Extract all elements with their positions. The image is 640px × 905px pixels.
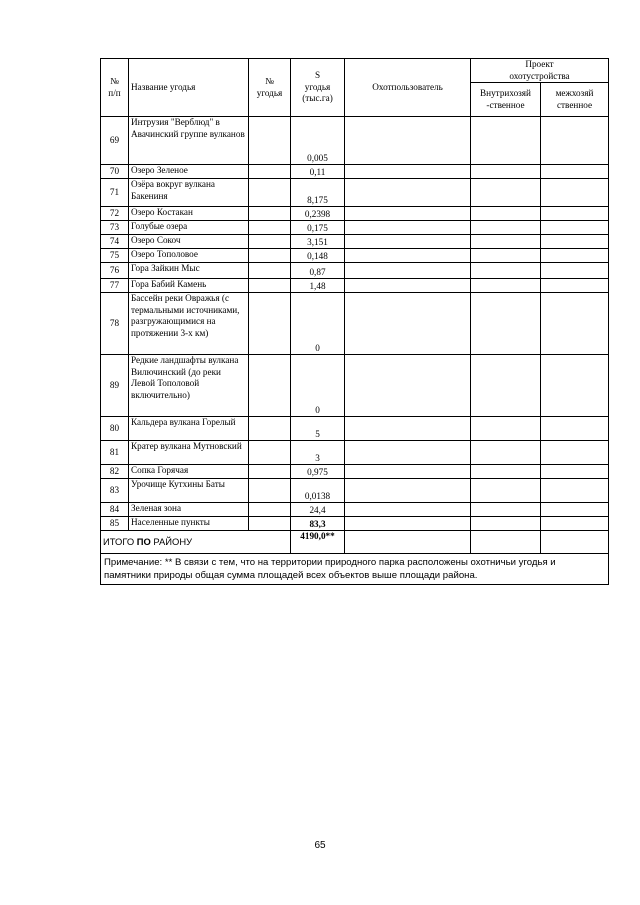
table-row xyxy=(101,465,609,479)
table-row xyxy=(101,249,609,263)
row-internal xyxy=(471,249,541,263)
row-name: Кальдера вулкана Горелый xyxy=(129,417,249,441)
row-number: 77 xyxy=(101,279,129,293)
row-number: 71 xyxy=(101,179,129,207)
row-inter xyxy=(541,249,609,263)
row-area: 0 xyxy=(291,293,345,355)
header-name: Название угодья xyxy=(129,59,249,117)
row-id xyxy=(249,117,291,165)
row-internal xyxy=(471,117,541,165)
table-row xyxy=(101,503,609,517)
row-inter xyxy=(541,503,609,517)
row-inter xyxy=(541,441,609,465)
row-user xyxy=(345,355,471,417)
row-area: 1,48 xyxy=(291,279,345,293)
row-inter xyxy=(541,355,609,417)
total-value: 4190,0** xyxy=(291,531,345,554)
row-user xyxy=(345,117,471,165)
row-area: 0,0138 xyxy=(291,479,345,503)
row-area: 0,11 xyxy=(291,165,345,179)
row-number: 80 xyxy=(101,417,129,441)
total-inter xyxy=(541,531,609,554)
row-id xyxy=(249,263,291,279)
row-inter xyxy=(541,207,609,221)
row-name: Бассейн реки Овражья (с термальными источниками, разгружающимися на протяжении 3-х км) xyxy=(129,293,249,355)
row-user xyxy=(345,263,471,279)
row-internal xyxy=(471,355,541,417)
row-id xyxy=(249,503,291,517)
row-name: Гора Зайкин Мыс xyxy=(129,263,249,279)
row-internal xyxy=(471,293,541,355)
row-id xyxy=(249,279,291,293)
row-user xyxy=(345,165,471,179)
row-user xyxy=(345,207,471,221)
row-user xyxy=(345,279,471,293)
row-number: 82 xyxy=(101,465,129,479)
row-number: 83 xyxy=(101,479,129,503)
row-area: 3,151 xyxy=(291,235,345,249)
row-user xyxy=(345,417,471,441)
row-name: Озеро Сокоч xyxy=(129,235,249,249)
row-internal xyxy=(471,441,541,465)
total-row xyxy=(101,531,609,554)
row-area: 0,148 xyxy=(291,249,345,263)
row-area: 5 xyxy=(291,417,345,441)
row-area: 0 xyxy=(291,355,345,417)
row-inter xyxy=(541,235,609,249)
row-name: Гора Бабий Камень xyxy=(129,279,249,293)
row-internal xyxy=(471,465,541,479)
row-internal xyxy=(471,179,541,207)
row-internal xyxy=(471,165,541,179)
row-inter xyxy=(541,417,609,441)
header-internal: Внутрихозяй -ственное xyxy=(471,83,541,117)
total-user xyxy=(345,531,471,554)
table-row xyxy=(101,179,609,207)
row-user xyxy=(345,479,471,503)
total-internal xyxy=(471,531,541,554)
row-user xyxy=(345,441,471,465)
row-id xyxy=(249,207,291,221)
row-internal xyxy=(471,503,541,517)
row-id xyxy=(249,465,291,479)
table-row xyxy=(101,235,609,249)
row-internal xyxy=(471,517,541,531)
row-name: Озеро Зеленое xyxy=(129,165,249,179)
header-area: S угодья (тыс.га) xyxy=(291,59,345,117)
row-number: 81 xyxy=(101,441,129,465)
total-label: ИТОГО ПО РАЙОНУ xyxy=(101,531,291,554)
row-inter xyxy=(541,117,609,165)
row-number: 89 xyxy=(101,355,129,417)
row-inter xyxy=(541,465,609,479)
note-row xyxy=(101,554,609,585)
land-table xyxy=(100,58,609,585)
row-user xyxy=(345,221,471,235)
row-id xyxy=(249,179,291,207)
row-internal xyxy=(471,221,541,235)
row-id xyxy=(249,441,291,465)
row-name: Озёра вокруг вулкана Бакениня xyxy=(129,179,249,207)
row-name: Кратер вулкана Мутновский xyxy=(129,441,249,465)
row-number: 72 xyxy=(101,207,129,221)
row-id xyxy=(249,235,291,249)
row-number: 75 xyxy=(101,249,129,263)
row-number: 84 xyxy=(101,503,129,517)
row-area: 0,87 xyxy=(291,263,345,279)
row-area: 83,3 xyxy=(291,517,345,531)
table-row xyxy=(101,517,609,531)
row-name: Интрузия "Верблюд" в Авачинский группе вулканов xyxy=(129,117,249,165)
row-inter xyxy=(541,179,609,207)
table-row xyxy=(101,417,609,441)
row-number: 73 xyxy=(101,221,129,235)
row-name: Голубые озера xyxy=(129,221,249,235)
table-row xyxy=(101,263,609,279)
row-name: Сопка Горячая xyxy=(129,465,249,479)
header-row-1 xyxy=(101,59,609,83)
row-area: 0,005 xyxy=(291,117,345,165)
row-user xyxy=(345,503,471,517)
row-name: Озеро Тополовое xyxy=(129,249,249,263)
footnote: Примечание: ** В связи с тем, что на территории природного парка расположены охотничьи угодья и памятники природы общая сумма площадей всех объектов выше площади района. xyxy=(101,554,609,585)
row-id xyxy=(249,221,291,235)
table-row xyxy=(101,293,609,355)
table-row xyxy=(101,441,609,465)
row-area: 8,175 xyxy=(291,179,345,207)
row-id xyxy=(249,355,291,417)
header-user: Охотпользователь xyxy=(345,59,471,117)
row-name: Озеро Костакан xyxy=(129,207,249,221)
row-number: 74 xyxy=(101,235,129,249)
table-row xyxy=(101,207,609,221)
row-name: Редкие ландшафты вулкана Вилючинский (до реки Левой Тополовой включительно) xyxy=(129,355,249,417)
row-area: 24,4 xyxy=(291,503,345,517)
row-user xyxy=(345,179,471,207)
row-name: Зеленая зона xyxy=(129,503,249,517)
row-name: Населенные пункты xyxy=(129,517,249,531)
row-internal xyxy=(471,263,541,279)
row-number: 76 xyxy=(101,263,129,279)
row-inter xyxy=(541,165,609,179)
row-internal xyxy=(471,279,541,293)
row-id xyxy=(249,479,291,503)
row-user xyxy=(345,249,471,263)
table-row xyxy=(101,117,609,165)
row-id xyxy=(249,249,291,263)
row-internal xyxy=(471,235,541,249)
row-inter xyxy=(541,517,609,531)
row-number: 70 xyxy=(101,165,129,179)
row-inter xyxy=(541,479,609,503)
header-num: № п/п xyxy=(101,59,129,117)
row-id xyxy=(249,165,291,179)
row-area: 0,175 xyxy=(291,221,345,235)
row-user xyxy=(345,465,471,479)
row-name: Урочище Кутхины Баты xyxy=(129,479,249,503)
row-id xyxy=(249,293,291,355)
row-inter xyxy=(541,279,609,293)
table-row xyxy=(101,479,609,503)
row-inter xyxy=(541,293,609,355)
table-row xyxy=(101,279,609,293)
row-id xyxy=(249,517,291,531)
table-row xyxy=(101,165,609,179)
row-number: 69 xyxy=(101,117,129,165)
row-area: 0,2398 xyxy=(291,207,345,221)
table-row xyxy=(101,355,609,417)
row-area: 0,975 xyxy=(291,465,345,479)
row-user xyxy=(345,293,471,355)
row-inter xyxy=(541,263,609,279)
row-user xyxy=(345,235,471,249)
page-number: 65 xyxy=(314,840,326,851)
row-area: 3 xyxy=(291,441,345,465)
table-row xyxy=(101,221,609,235)
row-internal xyxy=(471,207,541,221)
row-internal xyxy=(471,417,541,441)
row-id xyxy=(249,417,291,441)
header-inter: межхозяй ственное xyxy=(541,83,609,117)
row-user xyxy=(345,517,471,531)
header-id: № угодья xyxy=(249,59,291,117)
row-internal xyxy=(471,479,541,503)
row-inter xyxy=(541,221,609,235)
header-project: Проект охотустройства xyxy=(471,59,609,83)
row-number: 85 xyxy=(101,517,129,531)
row-number: 78 xyxy=(101,293,129,355)
